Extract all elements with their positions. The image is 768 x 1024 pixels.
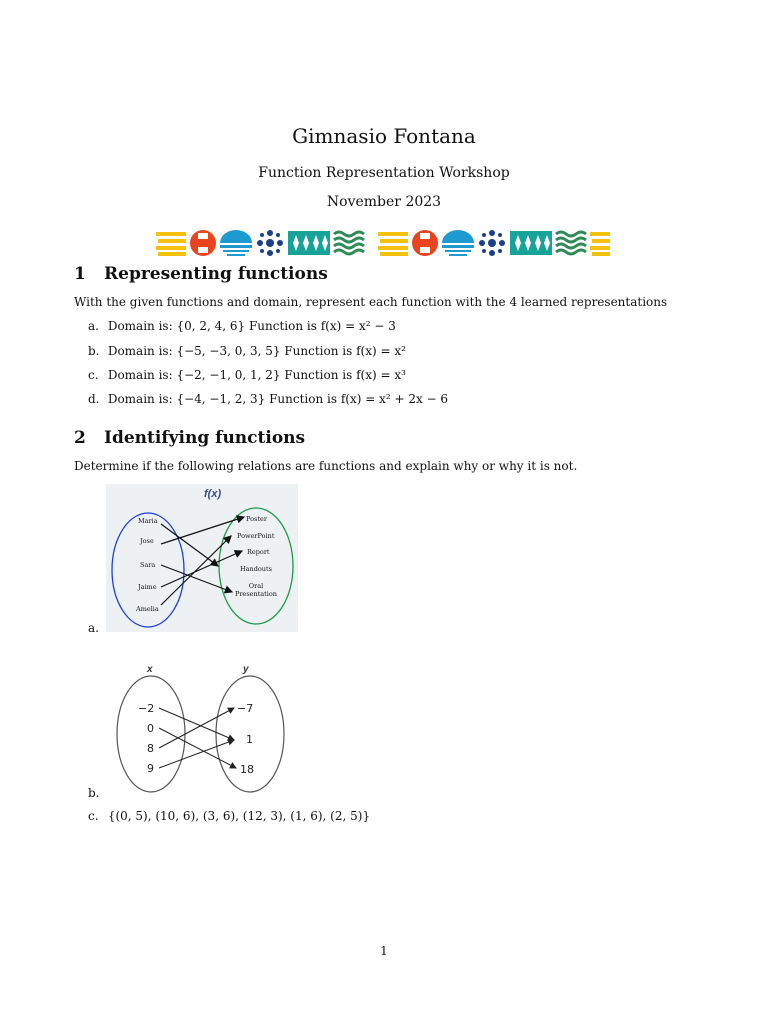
domain-item: Sara [140, 561, 156, 569]
item-label: a. [88, 621, 99, 635]
item-label: c. [88, 809, 99, 823]
section-1-intro: With the given functions and domain, represent each function with the 4 learned representations [74, 295, 668, 309]
document-subtitle: Function Representation Workshop [258, 165, 510, 181]
item-function: Function is f(x) = x³ [284, 368, 406, 382]
mapping-diagram-a [106, 484, 298, 632]
section-2-intro: Determine if the following relations are functions and explain why or why it is not. [74, 459, 578, 473]
item-domain: Domain is: {−2, −1, 0, 1, 2} [107, 368, 281, 382]
item-function: Function is f(x) = x² [284, 344, 406, 358]
item-domain: Domain is: {−5, −3, 0, 3, 5} [107, 344, 281, 358]
domain-item: 9 [147, 762, 154, 775]
range-item: −7 [237, 702, 254, 715]
range-item: Report [247, 548, 270, 556]
item-label: b. [88, 786, 100, 800]
list-item [88, 392, 448, 406]
decorative-banner [156, 229, 612, 257]
item-label: c. [88, 368, 99, 382]
list-item [88, 319, 396, 333]
domain-item: Jose [140, 537, 154, 545]
domain-item: Amelia [136, 605, 159, 613]
domain-item: 8 [147, 742, 154, 755]
item-function: Function is f(x) = x² − 3 [248, 319, 396, 333]
domain-item: Maria [138, 517, 158, 525]
section-number: 1 [74, 264, 86, 284]
domain-item: 0 [147, 722, 154, 735]
item-function: Function is f(x) = x² + 2x − 6 [269, 392, 449, 406]
domain-item: Jaime [138, 583, 157, 591]
range-item-line: Oral [248, 582, 264, 590]
range-item: Poster [246, 515, 267, 523]
item-domain: Domain is: {0, 2, 4, 6} [107, 319, 246, 333]
document-title: Gimnasio Fontana [292, 124, 476, 148]
section-1-heading [74, 264, 328, 284]
page-number: 1 [380, 944, 388, 958]
mapping-diagram-b [108, 660, 292, 796]
item-label: b. [88, 344, 100, 358]
range-item: 18 [240, 763, 254, 776]
item-label: a. [88, 319, 99, 333]
x-set-label: x [147, 664, 153, 675]
section-title: Representing functions [104, 264, 328, 284]
section-title: Identifying functions [104, 428, 306, 448]
section-number: 2 [74, 428, 86, 448]
list-item [88, 344, 406, 358]
ordered-pairs-set: {(0, 5), (10, 6), (3, 6), (12, 3), (1, 6), (2, 5)} [107, 809, 371, 823]
item-label: d. [88, 392, 100, 406]
diagram-title: f(x) [204, 488, 222, 500]
range-item: PowerPoint [237, 532, 275, 540]
domain-item: −2 [138, 702, 155, 715]
list-item [88, 368, 406, 382]
range-item: 1 [246, 733, 253, 746]
item-domain: Domain is: {−4, −1, 2, 3} [107, 392, 266, 406]
document-date: November 2023 [326, 194, 442, 210]
range-item-line: Presentation [235, 590, 277, 598]
y-set-label: y [243, 664, 249, 675]
list-item [88, 809, 370, 823]
range-item: Handouts [240, 565, 272, 573]
section-2-heading [74, 428, 305, 448]
